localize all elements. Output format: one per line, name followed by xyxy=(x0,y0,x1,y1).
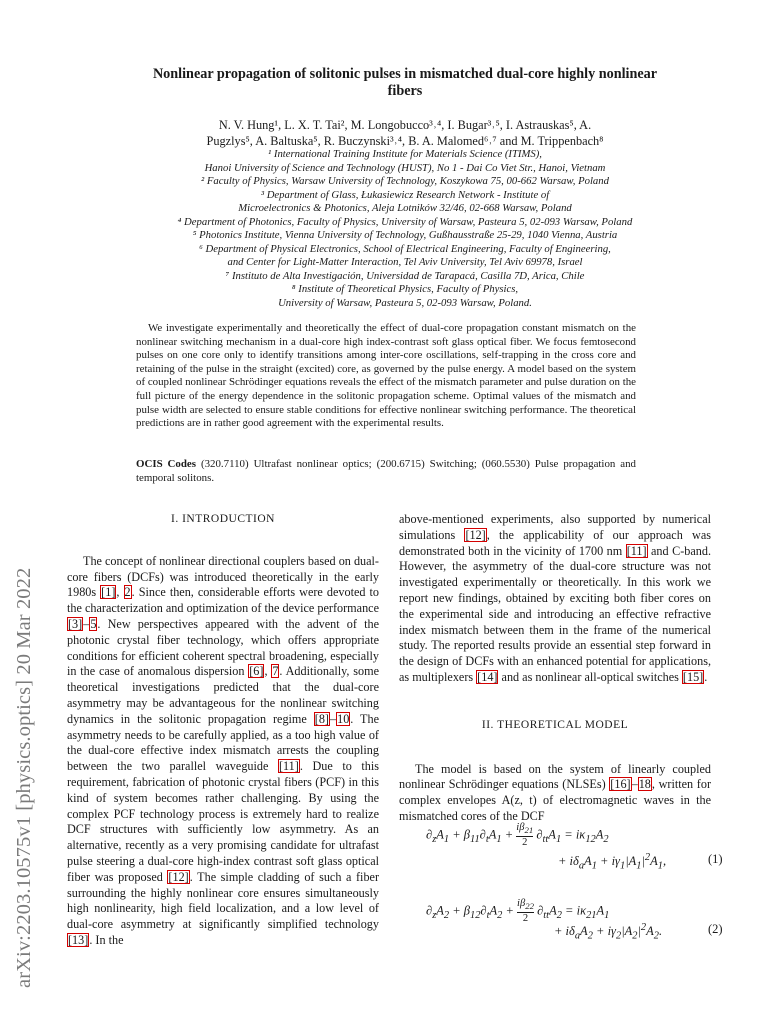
paragraph-text: , written for complex envelopes A(z, t) of electromagnetic waves in the mismatched cores of the DCF xyxy=(399,777,711,823)
paragraph-text: – xyxy=(330,711,337,726)
intro-paragraph-continued xyxy=(399,512,711,686)
affiliation-line: ⁴ Department of Photonics, Faculty of Physics, University of Warsaw, Pasteura 5, 02-093 Warsaw, Poland xyxy=(177,215,633,228)
affiliation-line: and Center for Light-Matter Interaction, Tel Aviv University, Tel Aviv 69978, Israel xyxy=(227,256,583,268)
citation-link[interactable]: [13] xyxy=(68,932,89,947)
affiliation-line: ⁵ Photonics Institute, Vienna University of Technology, Gußhausstraße 25-29, 1040 Vienna, Austria xyxy=(192,229,618,241)
citation-link[interactable]: [11] xyxy=(626,543,647,558)
citation-link[interactable]: 7 xyxy=(272,664,279,679)
paragraph-text: , xyxy=(264,664,272,679)
title-line-1: Nonlinear propagation of solitonic pulses in mismatched dual-core highly nonlinear xyxy=(152,66,658,82)
citation-link[interactable]: [12] xyxy=(168,869,189,884)
citation-link[interactable]: [11] xyxy=(278,759,299,774)
paper-title xyxy=(72,66,738,100)
author-list xyxy=(90,117,720,149)
affiliation-line: ³ Department of Glass, Łukasiewicz Research Network - Institute of xyxy=(260,188,550,201)
paragraph-text: . The asymmetry needs to be carefully applied, as a too high value of the dual-core effective index mismatch arrests the coupling between the two parallel waveguide xyxy=(67,711,379,774)
affiliation-line: ⁷ Instituto de Alta Investigación, Universidad de Tarapacá, Casilla 7D, Arica, Chile xyxy=(225,269,585,282)
equation-2-number: (2) xyxy=(708,922,723,936)
paragraph-text: , xyxy=(116,585,124,600)
citation-link[interactable]: 18 xyxy=(638,777,651,792)
ocis-label: OCIS Codes xyxy=(136,458,197,470)
ocis-text: (320.7110) Ultrafast nonlinear optics; (200.6715) Switching; (060.5530) Pulse propagation and temporal solitons. xyxy=(136,458,636,484)
equation-2-line-1: $\partial_zA_2 + \beta_{12}\partial_tA_2$ + $\frac{i\beta_{22}}{2}$ $\partial_{tt}A_2 = i\kappa_{21}A_1$ xyxy=(426,898,610,925)
left-column xyxy=(67,512,379,949)
citation-link[interactable]: [8] xyxy=(314,711,329,726)
affiliation-line: ⁸ Institute of Theoretical Physics, Faculty of Physics, xyxy=(291,283,519,295)
citation-link[interactable]: [1] xyxy=(101,585,116,600)
arxiv-identifier: arXiv:2203.10575v1 [physics.optics] 20 Mar 2022 xyxy=(13,567,35,988)
affiliation-line: Hanoi University of Science and Technology (HUST), No 1 - Dai Co Viet Str., Hanoi, Vietnam xyxy=(204,161,606,174)
paragraph-text: above-mentioned experiments, also supported by numerical simulations xyxy=(399,512,711,542)
citation-link[interactable]: [14] xyxy=(477,669,498,684)
citation-link[interactable]: 5 xyxy=(90,616,97,631)
citation-link[interactable]: [3] xyxy=(68,616,83,631)
citation-link[interactable]: [12] xyxy=(465,527,486,542)
paper-page xyxy=(60,0,768,1024)
title-line-2: fibers xyxy=(387,83,423,99)
paragraph-text: . Additionally, some theoretical investigations predicted that the dual-core asymmetry may be advantageous for the nonlinear switching dynamics in the solitonic propagation regime xyxy=(67,664,380,726)
paragraph-text: . The simple cladding of such a fiber surrounding the highly nonlinear core ensures simultaneously high nonlinearity, high field localization, and a low level of dual-core asymmetry at significantly simplified technology xyxy=(67,869,380,932)
citation-link[interactable]: [16] xyxy=(610,777,631,792)
abstract: We investigate experimentally and theoretically the effect of dual-core propagation constant mismatch on the nonlinear switching mechanism in a dual-core high index-contrast soft glass optical fiber. We focus femtosecond pulses on one core only to identify transitions among inter-core oscillations, self-trapping in the cross core and retaining of the pulse in the straight (excited) core, as governed by the pulse energy. A model based on the system of coupled nonlinear Schrödinger equations reveals the effect of the mismatch parameter and pulse duration on the full picture of the energy dependence in the solitonic propagation scheme. Optimal values of the mismatch and pulse width are selected to ensure stable conditions for effective nonlinear switching performance. The theoretical predictions are in rather good agreement with the experimental results. xyxy=(136,322,636,430)
paragraph-text: – xyxy=(83,616,90,631)
citation-link[interactable]: 2 xyxy=(124,585,131,600)
affiliation-line: University of Warsaw, Pasteura 5, 02-093 Warsaw, Poland. xyxy=(278,296,532,309)
affiliation-line: Microelectronics & Photonics, Aleja Lotników 32/46, 02-668 Warsaw, Poland xyxy=(238,202,572,214)
paragraph-text: . Due to this requirement, fabrication of photonic crystal fibers (PCF) in this kind of system becomes rather challenging. By using the complex PCF technology process is extremely hard to realize DCF structures with sufficiently low asymmetry. As an alternative, recently as a very promising candidate for ultrafast pulse steering a dual-core high-index contrast soft glass optical fiber was proposed xyxy=(67,759,379,884)
author-line-1: N. V. Hung¹, L. X. T. Tai², M. Longobucco³˒⁴, I. Bugar³˒⁵, I. Astrauskas⁵, A. xyxy=(218,118,592,132)
model-paragraph xyxy=(399,762,711,825)
paragraph-text: , the applicability of our approach was demonstrated both in the vicinity of 1700 nm xyxy=(399,527,711,558)
section-heading-theoretical-model: II. THEORETICAL MODEL xyxy=(481,718,629,731)
paragraph-text: and as nonlinear all-optical switches xyxy=(498,669,682,684)
citation-link[interactable]: 10 xyxy=(337,711,350,726)
paragraph-text: The model is based on the system of linearly coupled nonlinear Schrödinger equations (NLSEs) xyxy=(399,761,711,792)
ocis-codes xyxy=(136,458,636,485)
equation-1-line-1: $\partial_zA_1 + \beta_{11}\partial_tA_1$ + $\frac{i\beta_{21}}{2}$ $\partial_{tt}A_1 = i\kappa_{12}A_2$ xyxy=(426,822,609,849)
author-line-2: Pugzlys⁵, A. Baltuska⁵, R. Buczynski³˒⁴, B. A. Malomed⁶˒⁷ and M. Trippenbach⁸ xyxy=(206,134,604,148)
affiliations xyxy=(80,148,730,310)
affiliation-line: ² Faculty of Physics, Warsaw University of Technology, Koszykowa 75, 00-662 Warsaw, Poland xyxy=(201,175,609,187)
equation-1-number: (1) xyxy=(708,852,723,866)
equation-2-line-2: + $i\delta_aA_2 + i\gamma_2|A_2|^2A_2$. xyxy=(554,922,663,942)
affiliation-line: ¹ International Training Institute for Materials Science (ITIMS), xyxy=(268,148,542,160)
citation-link[interactable]: [6] xyxy=(249,664,264,679)
paragraph-text: . Since then, considerable efforts were devoted to the characterization and optimization of the device performance xyxy=(67,585,379,616)
paragraph-text: . xyxy=(704,669,708,684)
affiliation-line: ⁶ Department of Physical Electronics, School of Electrical Engineering, Faculty of Engineering, xyxy=(199,242,611,255)
arxiv-sidebar xyxy=(0,0,60,1024)
section-heading-introduction: I. INTRODUCTION xyxy=(171,513,275,525)
right-column xyxy=(399,512,711,825)
citation-link[interactable]: [15] xyxy=(682,669,704,684)
equation-1-line-2: + $i\delta_aA_1 + i\gamma_1|A_1|^2A_1$, xyxy=(558,852,667,872)
paragraph-text: . New perspectives appeared with the advent of the photonic crystal fiber technology, which offers appropriate conditions for efficient coherent spectral broadening, especially in the case of anomalous dispersion xyxy=(67,616,379,679)
intro-paragraph xyxy=(67,554,379,949)
paragraph-text: The concept of nonlinear directional couplers based on dual-core fibers (DCFs) was introduced theoretically in the early 1980s xyxy=(67,553,379,600)
paragraph-text: and C-band. However, the asymmetry of the dual-core structure was not investigated experimentally or theoretically. In this work we report new findings, obtained by exciting both fiber cores on the experimental side and introducing an effective refractive index mismatch between them in the frame of the numerical study. The reported results provide an essential step forward in the design of DCFs with an enhanced potential for applications, as multiplexers xyxy=(399,543,712,684)
paragraph-text: – xyxy=(631,777,638,792)
paragraph-text: . In the xyxy=(89,932,124,947)
